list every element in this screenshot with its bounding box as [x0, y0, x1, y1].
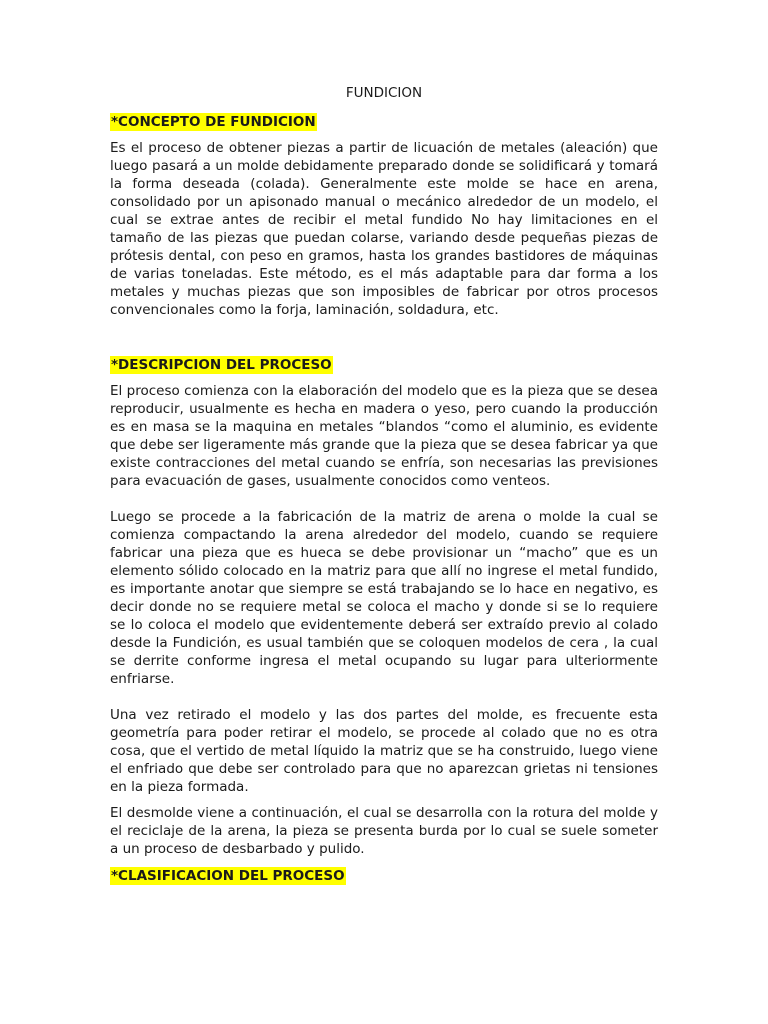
- section-heading-wrap: [110, 112, 658, 131]
- section-heading-clasificacion: *CLASIFICACION DEL PROCESO: [111, 868, 345, 884]
- section-heading-descripcion: *DESCRIPCION DEL PROCESO: [111, 357, 332, 373]
- paragraph-concepto: Es el proceso de obtener piezas a partir de licuación de metales (aleación) que luego pasará a un molde debidamente preparado donde se solidificará y tomará la forma deseada (colada). Generalmente este molde se hace en arena, consolidado por un apisonado manual o mecánico alrededor de un modelo, el cual se extrae antes de recibir el metal fundido No hay limitaciones en el tamaño de las piezas que puedan colarse, variando desde pequeñas piezas de prótesis dental, con peso en gramos, hasta los grandes bastidores de máquinas de varias toneladas. Este método, es el más adaptable para dar forma a los metales y muchas piezas que son imposibles de fabricar por otros procesos convencionales como la forja, laminación, soldadura, etc.: [110, 140, 658, 318]
- document-page: [110, 84, 658, 893]
- paragraph-descripcion-1: El proceso comienza con la elaboración del modelo que es la pieza que se desea reproducir, usualmente es hecha en madera o yeso, pero cuando la producción es en masa se la maquina en metales “blandos “como el aluminio, es evidente que debe ser ligeramente más grande que la pieza que se desea fabricar ya que existe contracciones del metal cuando se enfría, son necesarias las previsiones para evacuación de gases, usualmente conocidos como venteos.: [110, 383, 658, 489]
- paragraph-descripcion-3: Una vez retirado el modelo y las dos partes del molde, es frecuente esta geometría para poder retirar el modelo, se procede al colado que no es otra cosa, que el vertido de metal líquido la matriz que se ha construido, luego viene el enfriado que debe ser controlado para que no aparezcan grietas ni tensiones en la pieza formada.: [110, 707, 658, 795]
- section-heading-wrap: [110, 355, 658, 374]
- paragraph-descripcion-2: Luego se procede a la fabricación de la matriz de arena o molde la cual se comienza compactando la arena alrededor del modelo, cuando se requiere fabricar una pieza que es hueca se debe provisionar un “macho” que es un elemento sólido colocado en la matriz para que allí no ingrese el metal fundido, es importante anotar que siempre se está trabajando se lo hace en negativo, es decir donde no se requiere metal se coloca el macho y donde si se lo requiere se lo coloca el modelo que evidentemente deberá ser extraído previo al colado desde la Fundición, es usual también que se coloquen modelos de cera , la cual se derrite conforme ingresa el metal ocupando su lugar para ulteriormente enfriarse.: [110, 509, 658, 687]
- paragraph-descripcion-4: El desmolde viene a continuación, el cual se desarrolla con la rotura del molde y el reciclaje de la arena, la pieza se presenta burda por lo cual se suele someter a un proceso de desbarbado y pulido.: [110, 805, 658, 857]
- section-heading-concepto: *CONCEPTO DE FUNDICION: [111, 114, 316, 130]
- document-title: FUNDICION: [345, 85, 423, 101]
- section-heading-wrap: [110, 866, 658, 885]
